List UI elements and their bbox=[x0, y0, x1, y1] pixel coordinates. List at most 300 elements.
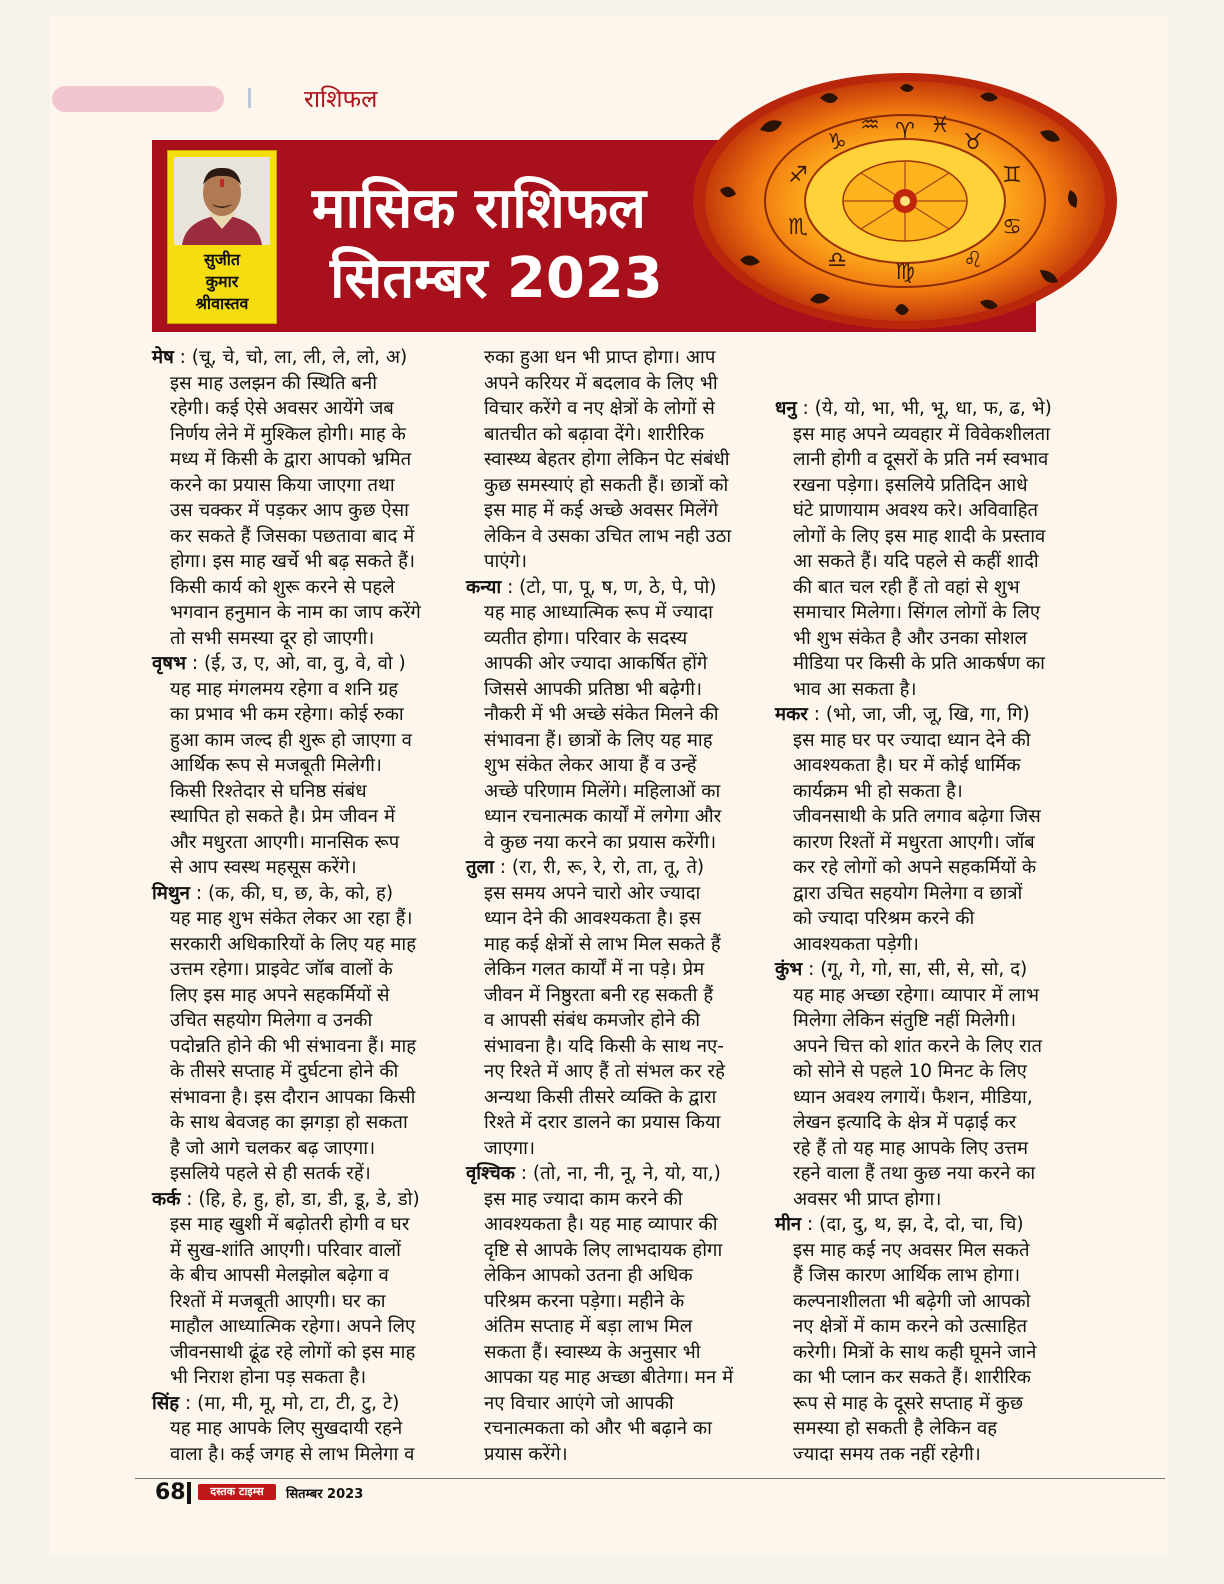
text-line bbox=[775, 575, 1052, 601]
line-text: : (चू, चे, चो, ला, ली, ले, लो, अ) bbox=[173, 347, 408, 368]
text-line bbox=[152, 1136, 421, 1162]
section-label: राशिफल bbox=[304, 85, 378, 113]
text-line bbox=[152, 626, 421, 652]
text-line bbox=[466, 1212, 733, 1238]
line-text: जीवनसाथी के प्रति लगाव बढ़ेगा जिस bbox=[793, 806, 1041, 827]
text-line bbox=[152, 753, 421, 779]
zodiac-heading-line bbox=[152, 881, 421, 907]
line-text: समाचार मिलेगा। सिंगल लोगों के लिए bbox=[793, 602, 1041, 623]
line-text: इस समय अपने चारो ओर ज्यादा bbox=[484, 882, 701, 904]
line-text: करेगी। मित्रों के साथ कही घूमने जाने bbox=[793, 1341, 1037, 1363]
text-line bbox=[775, 1340, 1052, 1366]
column-1 bbox=[152, 345, 421, 1467]
line-text: यह माह आध्यात्मिक रूप में ज्यादा bbox=[484, 602, 713, 623]
text-line bbox=[775, 1314, 1052, 1340]
line-text: है जो आगे चलकर बढ़ जाएगा। bbox=[170, 1137, 376, 1159]
line-text: परिश्रम करना पड़ेगा। महीने के bbox=[484, 1290, 685, 1312]
line-text: ज्यादा समय तक नहीं रहेगी। bbox=[793, 1443, 981, 1465]
line-text: अन्यथा किसी तीसरे व्यक्ति के द्वारा bbox=[484, 1086, 717, 1108]
text-line bbox=[775, 549, 1052, 575]
line-text: माह कई क्षेत्रों से लाभ मिल सकते हैं bbox=[484, 933, 721, 955]
author-photo bbox=[174, 157, 270, 245]
line-text: यह माह शुभ संकेत लेकर आ रहा हैं। bbox=[170, 908, 413, 929]
text-line bbox=[466, 447, 733, 473]
line-text: संभावना है। यदि किसी के साथ नए- bbox=[484, 1035, 724, 1057]
line-text: ध्यान रचनात्मक कार्यों में लगेगा और bbox=[484, 806, 722, 827]
text-line bbox=[466, 1034, 733, 1060]
text-line bbox=[466, 702, 733, 728]
text-line bbox=[466, 1416, 733, 1442]
line-text: बातचीत को बढ़ावा देंगे। शारीरिक bbox=[484, 423, 704, 445]
line-text: लेकिन गलत कार्यों में ना पड़े। प्रेम bbox=[484, 959, 705, 980]
text-line bbox=[152, 1238, 421, 1264]
text-line bbox=[152, 600, 421, 626]
line-text: भाव आ सकता है। bbox=[793, 678, 917, 700]
line-text: व आपसी संबंध कमजोर होने की bbox=[484, 1010, 701, 1031]
line-text: स्वास्थ्य बेहतर होगा लेकिन पेट संबंधी bbox=[484, 449, 730, 470]
line-text: कारण रिश्तों में मधुरता आएगी। जॉब bbox=[793, 831, 1035, 853]
line-text: लिए इस माह अपने सहकर्मियों से bbox=[170, 984, 390, 1006]
line-text: भी निराश होना पड़ सकता है। bbox=[170, 1367, 367, 1388]
line-text: रूप से माह के दूसरे सप्ताह में कुछ bbox=[793, 1392, 1023, 1414]
column-3 bbox=[775, 396, 1052, 1467]
line-text: के साथ बेवजह का झगड़ा हो सकता bbox=[170, 1112, 408, 1133]
text-line bbox=[775, 1238, 1052, 1264]
text-line bbox=[152, 1289, 421, 1315]
text-line bbox=[152, 1340, 421, 1366]
text-line bbox=[466, 1008, 733, 1034]
line-text: विचार करेंगे व नए क्षेत्रों के लोगों से bbox=[484, 398, 715, 419]
text-line bbox=[775, 804, 1052, 830]
line-text: कर रहे लोगों को अपने सहकर्मियों के bbox=[793, 857, 1037, 878]
zodiac-heading-line bbox=[775, 396, 1052, 422]
line-text: : (रा, री, रू, रे, रो, ता, तू, ते) bbox=[493, 857, 705, 878]
text-line bbox=[775, 651, 1052, 677]
text-line bbox=[775, 1416, 1052, 1442]
line-text: नए विचार आएंगे जो आपकी bbox=[484, 1392, 674, 1414]
text-line bbox=[152, 1110, 421, 1136]
zodiac-heading-line bbox=[775, 702, 1052, 728]
text-line bbox=[466, 728, 733, 754]
text-line bbox=[152, 1212, 421, 1238]
author-box bbox=[167, 150, 277, 324]
line-text: इस माह में कई अच्छे अवसर मिलेंगे bbox=[484, 500, 719, 521]
text-line bbox=[775, 906, 1052, 932]
line-text: आर्थिक रूप से मजबूती मिलेगी। bbox=[170, 755, 382, 776]
line-text: आ सकते हैं। यदि पहले से कहीं शादी bbox=[793, 551, 1039, 572]
text-line bbox=[152, 447, 421, 473]
line-text: की बात चल रही हैं तो वहां से शुभ bbox=[793, 576, 1020, 598]
text-line bbox=[775, 473, 1052, 499]
text-line bbox=[466, 1365, 733, 1391]
zodiac-heading-line bbox=[775, 957, 1052, 983]
line-text: मध्य में किसी के द्वारा आपको भ्रमित bbox=[170, 449, 412, 470]
line-text: जाएगा। bbox=[484, 1137, 535, 1159]
text-line bbox=[152, 702, 421, 728]
text-line bbox=[466, 396, 733, 422]
line-text: रचनात्मकता को और भी बढ़ाने का bbox=[484, 1418, 712, 1439]
text-line bbox=[466, 549, 733, 575]
line-text: उस चक्कर में पड़कर आप कुछ ऐसा bbox=[170, 500, 409, 521]
line-text: व्यतीत होगा। परिवार के सदस्य bbox=[484, 627, 688, 649]
line-text: ध्यान देने की आवश्यकता है। इस bbox=[484, 908, 701, 929]
line-text: कल्पनाशीलता भी बढ़ेगी जो आपको bbox=[793, 1290, 1031, 1312]
line-text: : (हि, हे, हु, हो, डा, डी, डू, डे, डो) bbox=[180, 1188, 420, 1210]
text-line bbox=[152, 779, 421, 805]
zodiac-sign-name: मीन bbox=[775, 1214, 802, 1235]
zodiac-symbol-icon: ♌ bbox=[963, 248, 983, 273]
zodiac-sign-name: सिंह bbox=[152, 1392, 180, 1414]
text-line bbox=[775, 830, 1052, 856]
line-text: : (टो, पा, पू, ष, ण, ठे, पे, पो) bbox=[501, 576, 717, 598]
text-line bbox=[775, 728, 1052, 754]
text-line bbox=[152, 932, 421, 958]
line-text: : (ये, यो, भा, भी, भू, धा, फ, ढ, भे) bbox=[796, 398, 1052, 419]
text-line bbox=[775, 447, 1052, 473]
zodiac-wheel-icon bbox=[690, 70, 1120, 332]
text-line bbox=[775, 1289, 1052, 1315]
text-line bbox=[466, 677, 733, 703]
line-text: भगवान हनुमान के नाम का जाप करेंगे bbox=[170, 602, 421, 623]
text-line bbox=[152, 804, 421, 830]
page-title-line1: मासिक राशिफल bbox=[312, 176, 646, 241]
line-text: इस माह अपने व्यवहार में विवेकशीलता bbox=[793, 423, 1050, 445]
text-line bbox=[775, 677, 1052, 703]
text-line bbox=[775, 1008, 1052, 1034]
line-text: अपने करियर में बदलाव के लिए भी bbox=[484, 372, 718, 394]
footer-rule bbox=[135, 1478, 1165, 1479]
text-line bbox=[466, 473, 733, 499]
zodiac-heading-line bbox=[466, 855, 733, 881]
line-text: रुका हुआ धन भी प्राप्त होगा। आप bbox=[484, 347, 716, 368]
footer-divider bbox=[187, 1482, 191, 1504]
line-text: के तीसरे सप्ताह में दुर्घटना होने की bbox=[170, 1061, 399, 1082]
line-text: वे कुछ नया करने का प्रयास करेंगी। bbox=[484, 831, 717, 853]
text-line bbox=[466, 1238, 733, 1264]
zodiac-sign-name: वृश्चिक bbox=[466, 1163, 515, 1184]
line-text: इसलिये पहले से ही सतर्क रहें। bbox=[170, 1163, 371, 1184]
line-text: लोगों के लिए इस माह शादी के प्रस्ताव bbox=[793, 525, 1046, 547]
line-text: : (तो, ना, नी, नू, ने, यो, या,) bbox=[514, 1163, 721, 1184]
line-text: अंतिम सप्ताह में बड़ा लाभ मिल bbox=[484, 1316, 693, 1337]
text-line bbox=[775, 1136, 1052, 1162]
line-text: को सोने से पहले 10 मिनट के लिए bbox=[793, 1061, 1027, 1082]
text-line bbox=[152, 1314, 421, 1340]
text-line bbox=[775, 779, 1052, 805]
magazine-logo: दस्तक टाइम्स bbox=[198, 1484, 276, 1500]
text-line bbox=[466, 524, 733, 550]
text-line bbox=[775, 626, 1052, 652]
page-number: 68 bbox=[155, 1480, 186, 1505]
text-line bbox=[466, 983, 733, 1009]
text-line bbox=[775, 1161, 1052, 1187]
line-text: नौकरी में भी अच्छे संकेत मिलने की bbox=[484, 704, 719, 725]
zodiac-sign-name: वृषभ bbox=[152, 653, 186, 674]
text-line bbox=[466, 779, 733, 805]
zodiac-sign-name: कुंभ bbox=[775, 959, 803, 980]
zodiac-symbol-icon: ♎ bbox=[827, 248, 847, 273]
line-text: होगा। इस माह खर्चे भी बढ़ सकते हैं। bbox=[170, 551, 416, 572]
text-line bbox=[775, 753, 1052, 779]
text-line bbox=[466, 498, 733, 524]
text-line bbox=[466, 1391, 733, 1417]
line-text: : (गू, गे, गो, सा, सी, से, सो, द) bbox=[802, 959, 1028, 980]
text-line bbox=[466, 1085, 733, 1111]
text-line bbox=[152, 957, 421, 983]
line-text: करने का प्रयास किया जाएगा तथा bbox=[170, 474, 395, 496]
text-line bbox=[775, 498, 1052, 524]
text-line bbox=[152, 524, 421, 550]
line-text: निर्णय लेने में मुश्किल होगी। माह के bbox=[170, 423, 406, 445]
zodiac-symbol-icon: ♊ bbox=[1002, 163, 1022, 188]
text-line bbox=[775, 855, 1052, 881]
text-line bbox=[466, 804, 733, 830]
zodiac-symbol-icon: ♑ bbox=[827, 130, 847, 155]
zodiac-heading-line bbox=[152, 651, 421, 677]
line-text: रहने वाला हैं तथा कुछ नया करने का bbox=[793, 1163, 1036, 1184]
text-line bbox=[152, 1034, 421, 1060]
text-line bbox=[775, 1085, 1052, 1111]
line-text: रखना पड़ेगा। इसलिये प्रतिदिन आधे bbox=[793, 474, 1028, 496]
text-line bbox=[466, 422, 733, 448]
text-line bbox=[466, 881, 733, 907]
line-text: यह माह अच्छा रहेगा। व्यापार में लाभ bbox=[793, 984, 1039, 1006]
line-text: सरकारी अधिकारियों के लिए यह माह bbox=[170, 933, 417, 955]
text-line bbox=[466, 830, 733, 856]
line-text: इस माह घर पर ज्यादा ध्यान देने की bbox=[793, 729, 1031, 751]
text-line bbox=[466, 1187, 733, 1213]
text-line bbox=[466, 906, 733, 932]
text-line bbox=[466, 600, 733, 626]
text-line bbox=[152, 728, 421, 754]
line-text: भी शुभ संकेत है और उनका सोशल bbox=[793, 627, 1028, 649]
line-text: लानी होगी व दूसरों के प्रति नर्म स्वभाव bbox=[793, 449, 1049, 470]
author-name-line1: सुजीत bbox=[204, 250, 240, 269]
line-text: अच्छे परिणाम मिलेंगे। महिलाओं का bbox=[484, 780, 721, 802]
line-text: : (दा, दु, थ, झ, दे, दो, चा, चि) bbox=[801, 1214, 1024, 1235]
zodiac-symbol-icon: ♒ bbox=[860, 113, 880, 138]
text-line bbox=[466, 345, 733, 371]
text-line bbox=[152, 830, 421, 856]
page-title-line2: सितम्बर 2023 bbox=[330, 246, 663, 311]
line-text: किसी कार्य को शुरू करने से पहले bbox=[170, 576, 395, 598]
author-name-line3: श्रीवास्तव bbox=[195, 294, 249, 313]
text-line bbox=[152, 1263, 421, 1289]
line-text: घंटे प्राणायाम अवश्य करे। अविवाहित bbox=[793, 500, 1039, 521]
author-name-line2: कुमार bbox=[205, 272, 239, 291]
text-line bbox=[775, 1365, 1052, 1391]
line-text: अपने चित्त को शांत करने के लिए रात bbox=[793, 1035, 1043, 1057]
zodiac-heading-line bbox=[152, 1187, 421, 1213]
zodiac-heading-line bbox=[775, 1212, 1052, 1238]
line-text: में सुख-शांति आएगी। परिवार वालों bbox=[170, 1239, 401, 1261]
line-text: जीवन में निष्ठुरता बनी रह सकती हैं bbox=[484, 984, 714, 1006]
text-line bbox=[466, 932, 733, 958]
line-text: माहौल आध्यात्मिक रहेगा। अपने लिए bbox=[170, 1316, 416, 1337]
line-text: स्थापित हो सकते है। प्रेम जीवन में bbox=[170, 806, 396, 827]
text-line bbox=[152, 1365, 421, 1391]
line-text: प्रयास करेंगे। bbox=[484, 1443, 568, 1465]
text-line bbox=[775, 1442, 1052, 1468]
text-line bbox=[466, 1289, 733, 1315]
line-text: कर सकते हैं जिसका पछतावा बाद में bbox=[170, 525, 415, 547]
line-text: नए क्षेत्रों में काम करने को उत्साहित bbox=[793, 1316, 1028, 1337]
line-text: पदोन्नति होने की भी संभावना हैं। माह bbox=[170, 1035, 417, 1057]
line-text: आवश्यकता पड़ेगी। bbox=[793, 933, 919, 955]
line-text: आपका यह माह अच्छा बीतेगा। मन में bbox=[484, 1367, 734, 1388]
zodiac-sign-name: मिथुन bbox=[152, 882, 190, 904]
text-line bbox=[775, 1391, 1052, 1417]
line-text: इस माह कई नए अवसर मिल सकते bbox=[793, 1239, 1030, 1261]
text-line bbox=[466, 1059, 733, 1085]
text-line bbox=[775, 1034, 1052, 1060]
line-text: इस माह खुशी में बढ़ोतरी होगी व घर bbox=[170, 1214, 410, 1235]
line-text: संभावना हैं। छात्रों के लिए यह माह bbox=[484, 729, 713, 751]
author-name bbox=[168, 249, 276, 315]
line-text: संभावना है। इस दौरान आपका किसी bbox=[170, 1086, 416, 1108]
text-line bbox=[152, 855, 421, 881]
zodiac-symbol-icon: ♐ bbox=[788, 163, 808, 188]
line-text: मीडिया पर किसी के प्रति आकर्षण का bbox=[793, 653, 1045, 674]
text-line bbox=[775, 524, 1052, 550]
line-text: हैं जिस कारण आर्थिक लाभ होगा। bbox=[793, 1265, 1021, 1286]
line-text: को ज्यादा परिश्रम करने की bbox=[793, 908, 975, 929]
line-text: जिससे आपकी प्रतिष्ठा भी बढ़ेगी। bbox=[484, 678, 703, 700]
line-text: द्वारा उचित सहयोग मिलेगा व छात्रों bbox=[793, 882, 1023, 904]
text-line bbox=[775, 983, 1052, 1009]
line-text: तो सभी समस्या दूर हो जाएगी। bbox=[170, 627, 375, 649]
text-line bbox=[466, 1314, 733, 1340]
line-text: आवश्यकता है। घर में कोई धार्मिक bbox=[793, 755, 1021, 776]
text-line bbox=[152, 575, 421, 601]
text-line bbox=[152, 1416, 421, 1442]
text-line bbox=[775, 1263, 1052, 1289]
text-line bbox=[466, 957, 733, 983]
zodiac-symbol-icon: ♋ bbox=[1002, 215, 1022, 240]
line-text: मिलेगा लेकिन संतुष्टि नहीं मिलेगी। bbox=[793, 1010, 1017, 1031]
text-line bbox=[466, 1110, 733, 1136]
text-line bbox=[152, 983, 421, 1009]
line-text: : (मा, मी, मू, मो, टा, टी, टु, टे) bbox=[179, 1392, 400, 1414]
text-line bbox=[152, 906, 421, 932]
line-text: शुभ संकेत लेकर आया हैं व उन्हें bbox=[484, 755, 697, 776]
text-line bbox=[466, 626, 733, 652]
text-line bbox=[152, 1085, 421, 1111]
line-text: आवश्यकता है। यह माह व्यापार की bbox=[484, 1214, 718, 1235]
line-text: यह माह आपके लिए सुखदायी रहने bbox=[170, 1418, 403, 1439]
zodiac-symbol-icon: ♍ bbox=[895, 260, 915, 285]
text-line bbox=[466, 651, 733, 677]
line-text: रहेगी। कई ऐसे अवसर आयेंगे जब bbox=[170, 398, 394, 419]
line-text: उचित सहयोग मिलेगा व उनकी bbox=[170, 1010, 373, 1031]
zodiac-heading-line bbox=[152, 345, 421, 371]
text-line bbox=[152, 371, 421, 397]
line-text: से आप स्वस्थ महसूस करेंगे। bbox=[170, 857, 357, 878]
section-tab-bar bbox=[52, 86, 224, 112]
line-text: ध्यान अवश्य लगायें। फैशन, मीडिया, bbox=[793, 1086, 1033, 1108]
line-text: कार्यक्रम भी हो सकता है। bbox=[793, 780, 963, 802]
text-line bbox=[775, 881, 1052, 907]
line-text: रहे हैं तो यह माह आपके लिए उत्तम bbox=[793, 1137, 1029, 1159]
column-2 bbox=[466, 345, 733, 1467]
line-text: हुआ काम जल्द ही शुरू हो जाएगा व bbox=[170, 729, 412, 751]
line-text: जीवनसाथी ढूंढ रहे लोगों को इस माह bbox=[170, 1341, 416, 1363]
text-line bbox=[152, 677, 421, 703]
line-text: के बीच आपसी मेलझोल बढ़ेगा व bbox=[170, 1265, 389, 1286]
text-line bbox=[152, 1161, 421, 1187]
zodiac-symbol-icon: ♏ bbox=[788, 215, 808, 240]
line-text: लेकिन आपको उतना ही अधिक bbox=[484, 1265, 693, 1286]
text-line bbox=[152, 1059, 421, 1085]
line-text: दृष्टि से आपके लिए लाभदायक होगा bbox=[484, 1239, 723, 1261]
text-line bbox=[152, 1008, 421, 1034]
text-line bbox=[466, 371, 733, 397]
line-text: यह माह मंगलमय रहेगा व शनि ग्रह bbox=[170, 678, 399, 700]
zodiac-heading-line bbox=[466, 1161, 733, 1187]
text-line bbox=[775, 1110, 1052, 1136]
text-line bbox=[775, 1187, 1052, 1213]
line-text: नए रिश्ते में आए हैं तो संभल कर रहे bbox=[484, 1061, 725, 1082]
line-text: का प्रभाव भी कम रहेगा। कोई रुका bbox=[170, 704, 404, 725]
line-text: इस माह ज्यादा काम करने की bbox=[484, 1188, 683, 1210]
line-text: इस माह उलझन की स्थिति बनी bbox=[170, 372, 378, 394]
footer-date: सितम्बर 2023 bbox=[286, 1487, 364, 1502]
text-line bbox=[152, 498, 421, 524]
zodiac-sign-name: कन्या bbox=[466, 576, 502, 598]
line-text: किसी रिश्तेदार से घनिष्ठ संबंध bbox=[170, 780, 367, 802]
text-line bbox=[775, 422, 1052, 448]
zodiac-sign-name: मेष bbox=[152, 347, 174, 368]
zodiac-symbol-icon: ♉ bbox=[963, 130, 983, 155]
text-line bbox=[466, 753, 733, 779]
zodiac-sign-name: कर्क bbox=[152, 1188, 181, 1210]
zodiac-sign-name: धनु bbox=[775, 398, 797, 419]
zodiac-symbol-icon: ♓ bbox=[930, 113, 950, 138]
line-text: रिश्तों में मजबूती आएगी। घर का bbox=[170, 1290, 386, 1312]
line-text: अवसर भी प्राप्त होगा। bbox=[793, 1188, 942, 1210]
text-line bbox=[152, 396, 421, 422]
line-text: पाएंगे। bbox=[484, 551, 527, 572]
zodiac-heading-line bbox=[466, 575, 733, 601]
text-line bbox=[775, 600, 1052, 626]
text-line bbox=[152, 549, 421, 575]
line-text: सकता हैं। स्वास्थ्य के अनुसार भी bbox=[484, 1341, 701, 1363]
line-text: कुछ समस्याएं हो सकती हैं। छात्रों को bbox=[484, 474, 729, 496]
text-line bbox=[152, 422, 421, 448]
line-text: उत्तम रहेगा। प्राइवेट जॉब वालों के bbox=[170, 959, 393, 980]
zodiac-symbol-icon: ♈ bbox=[895, 119, 915, 144]
text-line bbox=[775, 1059, 1052, 1085]
text-line bbox=[775, 932, 1052, 958]
text-line bbox=[466, 1263, 733, 1289]
text-line bbox=[466, 1136, 733, 1162]
section-separator bbox=[248, 88, 251, 108]
text-line bbox=[466, 1340, 733, 1366]
line-text: वाला है। कई जगह से लाभ मिलेगा व bbox=[170, 1443, 415, 1465]
zodiac-sign-name: तुला bbox=[466, 857, 494, 878]
line-text: समस्या हो सकती है लेकिन वह bbox=[793, 1418, 998, 1439]
line-text: : (क, की, घ, छ, के, को, ह) bbox=[189, 882, 394, 904]
text-line bbox=[152, 473, 421, 499]
text-line bbox=[466, 1442, 733, 1468]
line-text: आपकी ओर ज्यादा आकर्षित होंगे bbox=[484, 653, 708, 674]
line-text: लेखन इत्यादि के क्षेत्र में पढ़ाई कर bbox=[793, 1112, 1017, 1133]
line-text: : (ई, उ, ए, ओ, वा, वु, वे, वो ) bbox=[186, 653, 406, 674]
line-text: लेकिन वे उसका उचित लाभ नही उठा bbox=[484, 525, 732, 547]
line-text: का भी प्लान कर सकते हैं। शारीरिक bbox=[793, 1367, 1031, 1388]
line-text: : (भो, जा, जी, जू, खि, गा, गि) bbox=[807, 704, 1030, 725]
zodiac-heading-line bbox=[152, 1391, 421, 1417]
